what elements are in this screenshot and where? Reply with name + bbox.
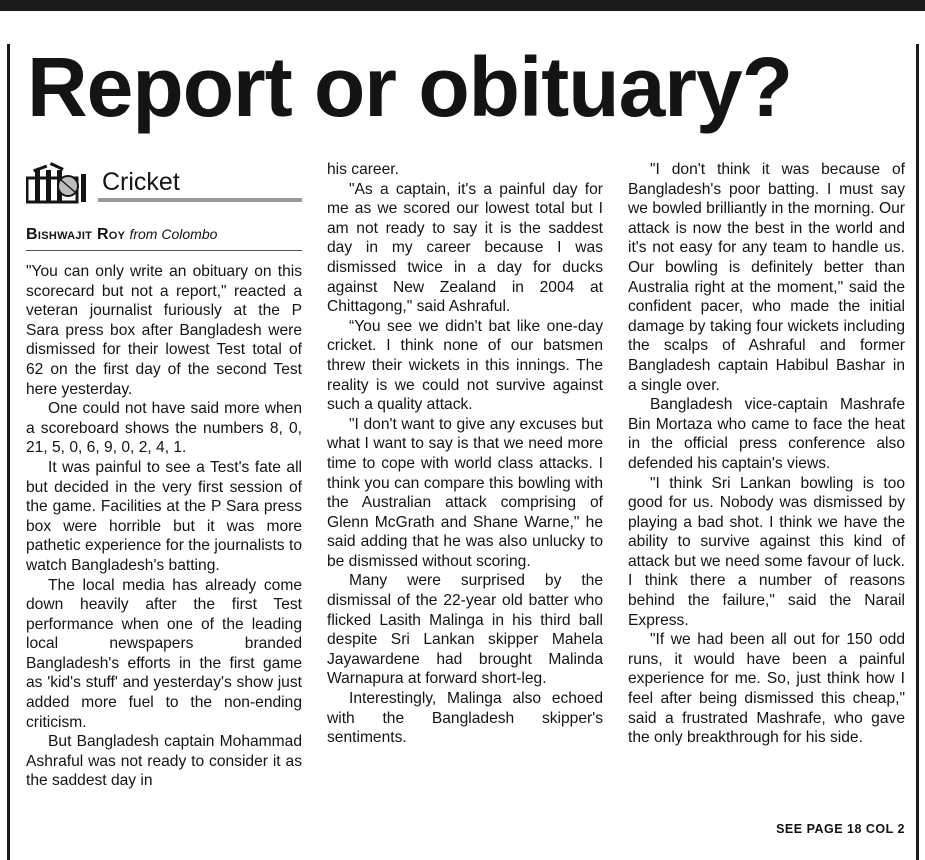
paragraph: Interestingly, Malinga also echoed with the Bangladesh skipper's sentiments. (327, 690, 603, 747)
section-rule (98, 198, 302, 202)
paragraph: Many were surprised by the dismissal of the 22-year old batter who flicked Lasith Malinga in his third ball despite Sri Lankan skipper Mahela Jayawardene had brought Malinda Warnapura at forward short-leg. (327, 572, 603, 688)
paragraph: One could not have said more when a scoreboard shows the numbers 8, 0, 21, 5, 0, 6, 9, 0, 2, 4, 1. (26, 400, 302, 457)
paragraph: "You can only write an obituary on this scorecard but not a report," reacted a veteran journalist furiously at the P Sara press box after Bangladesh were dismissed for their lowest Test total of 62 on the first day of the second Test here yesterday. (26, 263, 302, 398)
section-header (26, 158, 302, 206)
byline-location: from Colombo (129, 226, 218, 242)
continuation-note: SEE PAGE 18 COL 2 (776, 822, 905, 836)
article-column-1 (26, 262, 302, 791)
byline-author: Bishwajit Roy (26, 226, 126, 243)
right-border-rule (916, 44, 919, 860)
paragraph: his career. (327, 161, 399, 178)
cricket-stumps-ball-icon (26, 160, 94, 204)
byline (26, 226, 302, 244)
paragraph: "If we had been all out for 150 odd runs, it would have been a painful experience for me. So, just think how I feel after being dismissed this cheap," said a frustrated Mashrafe, who gave the only breakthrough for his side. (628, 631, 905, 747)
byline-rule (26, 250, 302, 251)
left-border-rule (7, 44, 10, 860)
paragraph: But Bangladesh captain Mohammad Ashraful was not ready to consider it as the saddest day in (26, 733, 302, 790)
paragraph: The local media has already come down heavily after the first Test performance when one of the leading local newspapers branded Bangladesh's efforts in the first game as 'kid's stuff' and yesterday's show just added more fuel to the non-ending criticism. (26, 576, 302, 731)
paragraph: "As a captain, it's a painful day for me as we scored our lowest total but I am not ready to say it is the saddest day in my career because I was dismissed twice in a day for ducks against New Zealand in 2004 at Chittagong," said Ashraful. (327, 180, 603, 316)
paragraph: It was painful to see a Test's fate all but decided in the very first session of the game. Facilities at the P Sara press box were horrible but it was more pathetic experience for the journalists to watch Bangladesh's batting. (26, 458, 302, 574)
article-column-2 (327, 160, 603, 748)
paragraph: “You see we didn't bat like one-day cricket. I think none of our batsmen threw their wickets in this innings. The reality is we could not survive against such a quality attack. (327, 317, 603, 414)
paragraph: "I don't think it was because of Bangladesh's poor batting. I must say we bowled brilliantly in the morning. Our attack is now the best in the world and it's not easy for any team to handle us. Our bowling is definitely better than Australia right at the moment," said the confident pacer, who made the initial damage by taking four wickets including the scalps of Ashraful and former Bangladesh captain Habibul Bashar in a single over. (628, 161, 905, 394)
paragraph: Bangladesh vice-captain Mashrafe Bin Mortaza who came to face the heat in the official press conference also defended his captain's views. (628, 396, 905, 472)
headline: Report or obituary? (27, 40, 793, 134)
section-label: Cricket (102, 168, 180, 196)
paragraph: "I don't want to give any excuses but what I want to say is that we need more time to cope with world class attacks. I think you can compare this bowling with the Australian attack comprising of Glenn McGrath and Shane Warne," he said adding that he was also unlucky to be dismissed without scoring. (327, 415, 603, 570)
top-border-bar (0, 0, 925, 11)
article-column-3 (628, 160, 905, 748)
paragraph: "I think Sri Lankan bowling is too good for us. Nobody was dismissed by playing a bad shot. I think we have the ability to survive against this kind of attack but we need some favour of luck. I think there a number of reasons behind the failure," said the Narail Express. (628, 474, 905, 629)
